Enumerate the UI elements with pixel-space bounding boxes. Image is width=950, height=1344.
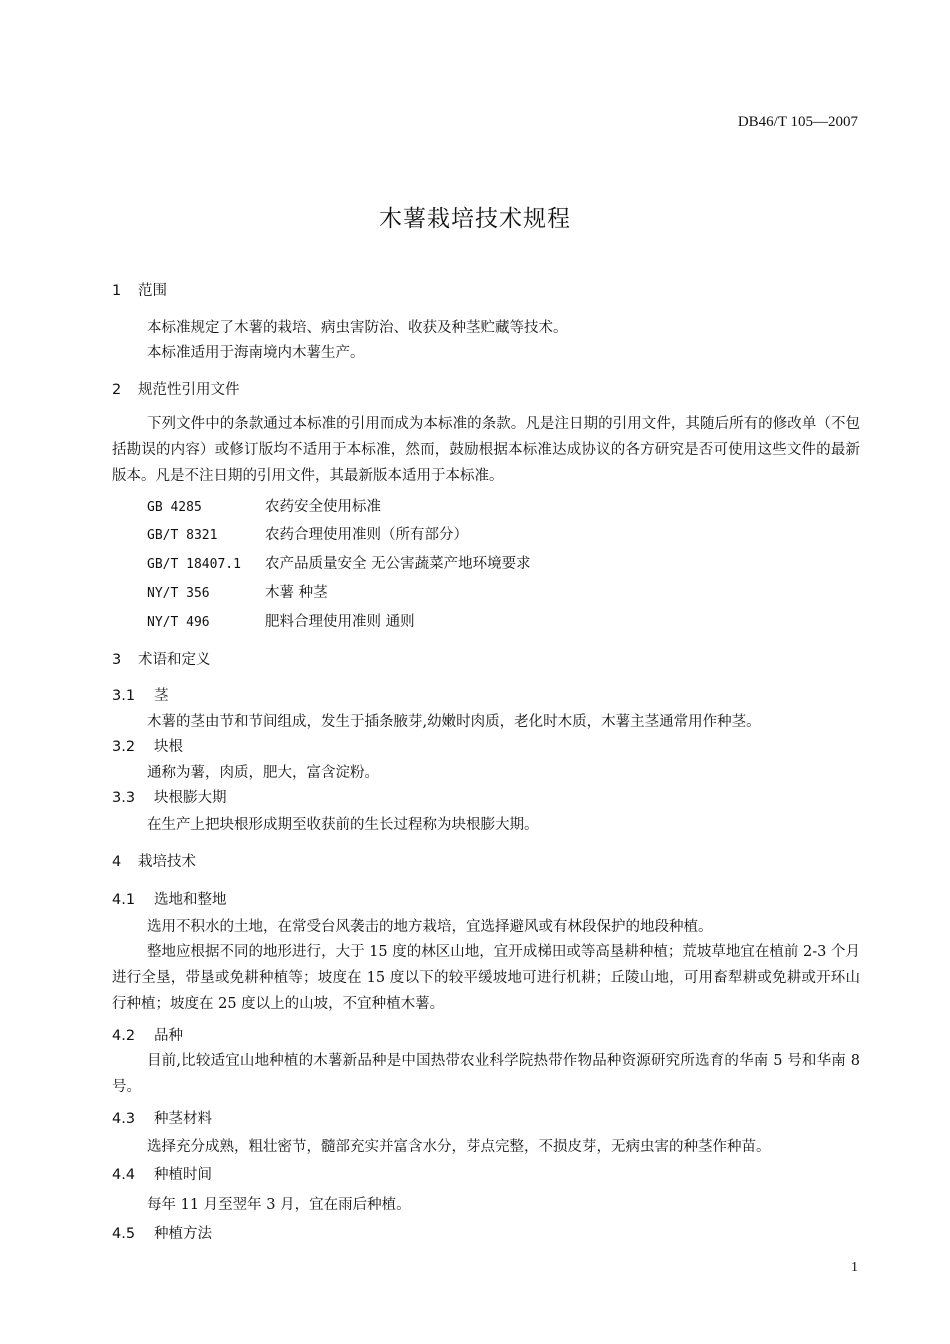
subsection-number: 4.5 — [112, 1226, 136, 1242]
section-title: 栽培技术 — [138, 854, 196, 870]
section-number: 1 — [112, 283, 122, 299]
paragraph: 本标准适用于海南境内木薯生产。 — [147, 345, 365, 361]
subsection-title: 种茎材料 — [154, 1111, 212, 1127]
section-title: 规范性引用文件 — [138, 382, 240, 398]
subsection-heading-4-2 — [112, 1024, 183, 1045]
subsection-title: 品种 — [154, 1028, 183, 1044]
definition-text: 木薯的茎由节和节间组成，发生于插条腋芽,幼嫩时肉质，老化时木质，木薯主茎通常用作种茎。 — [147, 714, 761, 730]
reference-title: 农药安全使用标准 — [265, 499, 381, 515]
section-title: 范围 — [138, 283, 167, 299]
reference-item — [147, 610, 415, 631]
subsection-heading-3-3 — [112, 786, 227, 807]
reference-item — [147, 495, 381, 516]
section-number: 2 — [112, 382, 122, 398]
subsection-heading-4-3 — [112, 1107, 212, 1128]
subsection-title: 茎 — [154, 688, 169, 704]
definition-text: 在生产上把块根形成期至收获前的生长过程称为块根膨大期。 — [147, 817, 539, 833]
paragraph: 选用不积水的土地，在常受台风袭击的地方栽培，宜选择避风或有林段保护的地段种植。 — [147, 919, 713, 935]
subsection-title: 块根膨大期 — [154, 790, 227, 806]
subsection-title: 块根 — [154, 739, 183, 755]
paragraph: 整地应根据不同的地形进行，大于 15 度的林区山地，宜开成梯田或等高垦耕种植；荒坡草地宜在植前 2-3 个月进行全垦，带垦或免耕种植等；坡度在 15 度以下的较平缓坡地可进行机耕；丘陵山地，可用畜犁耕或免耕或开环山行种植；坡度在 25 度以上的山坡，不宜种植木薯。 — [112, 944, 860, 1012]
section-heading-4 — [112, 850, 196, 871]
reference-title: 农产品质量安全 无公害蔬菜产地环境要求 — [265, 556, 531, 572]
subsection-title: 选地和整地 — [154, 892, 227, 908]
subsection-number: 4.2 — [112, 1028, 136, 1044]
paragraph: 下列文件中的条款通过本标准的引用而成为本标准的条款。凡是注日期的引用文件，其随后所有的修改单（不包括勘误的内容）或修订版均不适用于本标准，然而，鼓励根据本标准达成协议的各方研究是否可使用这些文件的最新版本。凡是不注日期的引用文件，其最新版本适用于本标准。 — [112, 416, 860, 484]
reference-title: 木薯 种茎 — [265, 585, 328, 601]
section-heading-3 — [112, 648, 211, 669]
document-code: DB46/T 105—2007 — [737, 114, 858, 130]
reference-item — [147, 523, 468, 544]
subsection-title: 种植方法 — [154, 1226, 212, 1242]
reference-item — [147, 552, 531, 573]
subsection-number: 3.1 — [112, 688, 136, 704]
subsection-number: 3.3 — [112, 790, 136, 806]
subsection-heading-4-5 — [112, 1222, 212, 1243]
section-title: 术语和定义 — [138, 652, 211, 668]
reference-code: GB/T 8321 — [147, 528, 218, 543]
subsection-number: 3.2 — [112, 739, 136, 755]
section-heading-1 — [112, 279, 167, 300]
subsection-title: 种植时间 — [154, 1167, 212, 1183]
page-title: 木薯栽培技术规程 — [379, 206, 571, 232]
paragraph: 每年 11 月至翌年 3 月，宜在雨后种植。 — [147, 1197, 411, 1213]
subsection-number: 4.3 — [112, 1111, 136, 1127]
definition-text: 通称为薯，肉质，肥大，富含淀粉。 — [147, 765, 379, 781]
section-number: 3 — [112, 652, 122, 668]
paragraph: 选择充分成熟，粗壮密节，髓部充实并富含水分，芽点完整，不损皮芽，无病虫害的种茎作种苗。 — [147, 1139, 771, 1155]
reference-code: GB 4285 — [147, 500, 202, 515]
reference-code: NY/T 356 — [147, 586, 210, 601]
subsection-heading-3-1 — [112, 684, 169, 705]
page-number: 1 — [851, 1260, 858, 1275]
subsection-heading-4-4 — [112, 1163, 212, 1184]
paragraph: 目前,比较适宜山地种植的木薯新品种是中国热带农业科学院热带作物品种资源研究所选育的华南 5 号和华南 8 号。 — [112, 1053, 860, 1095]
subsection-heading-4-1 — [112, 888, 227, 909]
paragraph: 本标准规定了木薯的栽培、病虫害防治、收获及种茎贮藏等技术。 — [147, 320, 568, 336]
reference-title: 肥料合理使用准则 通则 — [265, 614, 415, 630]
subsection-number: 4.4 — [112, 1167, 136, 1183]
reference-code: NY/T 496 — [147, 615, 210, 630]
subsection-heading-3-2 — [112, 735, 183, 756]
reference-code: GB/T 18407.1 — [147, 557, 241, 572]
subsection-number: 4.1 — [112, 892, 136, 908]
reference-title: 农药合理使用准则（所有部分） — [265, 527, 468, 543]
section-number: 4 — [112, 854, 122, 870]
section-heading-2 — [112, 378, 240, 399]
reference-item — [147, 581, 328, 602]
